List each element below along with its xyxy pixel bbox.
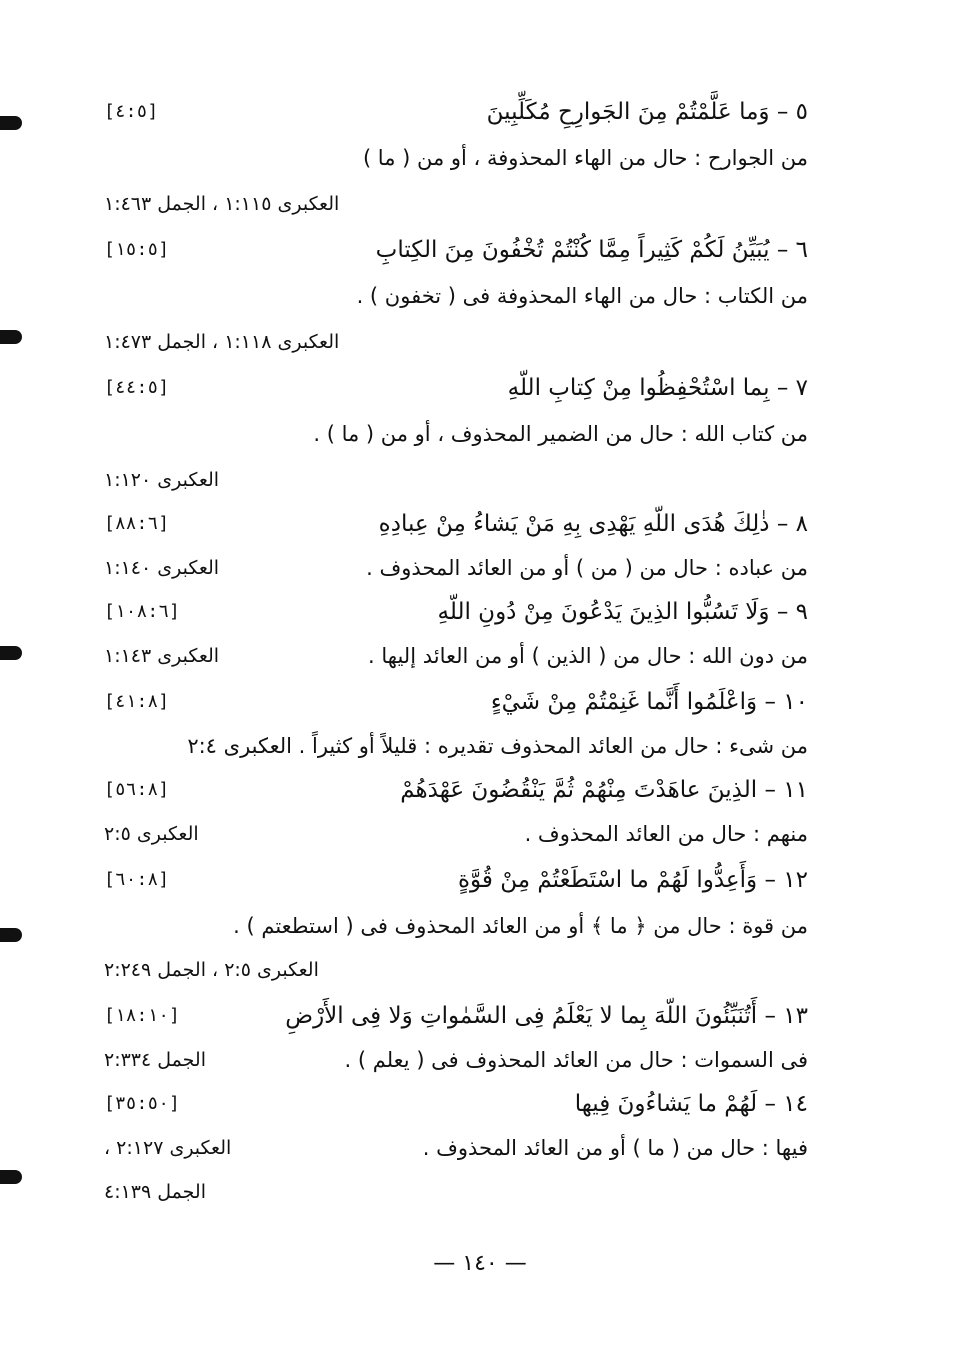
verse-text: ٨ – ذٰلِكَ هُدَى اللّهِ يَهْدِى بِهِ مَنْ يَشاءُ مِنْ عِبادِهِ [378,511,808,537]
grammar-note [104,1040,808,1080]
verse-reference: [٥٦:٨] [104,779,170,800]
verse-text: ١٠ – وَاعْلَمُوا أَنَّما غَنِمْتُمْ مِنْ شَيْءٍ [490,689,808,715]
note-source: الجمل ٤:١٣٩ [104,1181,206,1203]
source-reference [104,1172,808,1212]
grammar-note [104,1128,808,1168]
verse-text: ٧ – بِما اسْتُحْفِظُوا مِنْ كِتابِ اللّهِ [507,375,808,401]
margin-mark [0,116,22,130]
note-source: العكبرى ١:١١٨ ، الجمل ١:٤٧٣ [104,331,340,353]
note-text: من دون الله : حال من ( الذين ) أو من العائد إليها . [368,644,808,668]
source-reference [104,460,808,500]
grammar-note [104,814,808,854]
note-source: العكبرى ١:١٤٠ [104,557,220,579]
grammar-note [104,636,808,676]
verse-text: ٦ – يُبَيِّنُ لَكُمْ كَثِيراً مِمَّا كُنْتُمْ تُخْفُونَ مِنَ الكِتابِ [375,237,808,263]
verse-line-8 [104,504,808,544]
verse-text: ١٣ – أَتُنَبِّئُونَ اللّهَ بِما لا يَعْلَمُ فِى السَّمٰواتِ وَلا فِى الأَرْضِ [285,1003,808,1029]
note-source: العكبرى ١:١٢٠ [104,469,220,491]
verse-line-5 [104,92,808,132]
verse-line-12 [104,860,808,900]
source-reference [104,184,808,224]
grammar-note [104,138,808,178]
note-source: العكبرى ٢:٥ [104,823,199,845]
margin-mark [0,1170,22,1184]
verse-text: ١١ – الذِينَ عاهَدْتَ مِنْهُمْ ثُمَّ يَنْقُضُونَ عَهْدَهُمْ [400,777,808,803]
note-text: فى السموات : حال من العائد المحذوف فى ( يعلم ) . [344,1048,808,1072]
verse-line-13 [104,996,808,1036]
verse-reference: [١٠٨:٦] [104,601,180,622]
note-source: العكبرى ١:١٤٣ [104,645,220,667]
verse-reference: [٤:٥] [104,101,159,122]
note-text: من كتاب الله : حال من الضمير المحذوف ، أو من ( ما ) . [313,422,808,446]
verse-line-6 [104,230,808,270]
verse-text: ١٢ – وَأَعِدُّوا لَهُمْ ما اسْتَطَعْتُمْ مِنْ قُوَّةٍ [458,867,808,893]
note-source: الجمل ٢:٣٣٤ [104,1049,206,1071]
grammar-note [104,414,808,454]
verse-text: ٩ – وَلَا تَسُبُّوا الذِينَ يَدْعُونَ مِنْ دُونِ اللّهِ [437,599,808,625]
verse-line-7 [104,368,808,408]
source-reference [104,322,808,362]
note-text: من الجوارح : حال من الهاء المحذوفة ، أو من ( ما ) [362,146,808,170]
note-text: منهم : حال من العائد المحذوف . [524,822,808,846]
grammar-note [104,276,808,316]
note-text: من عباده : حال من ( من ) أو من العائد المحذوف . [366,556,808,580]
verse-reference: [١٥:٥] [104,239,170,260]
verse-line-10 [104,682,808,722]
verse-reference: [٤٤:٥] [104,377,170,398]
note-text: من الكتاب : حال من الهاء المحذوفة فى ( تخفون ) . [356,284,808,308]
verse-line-11 [104,770,808,810]
verse-reference: [٨٨:٦] [104,513,170,534]
verse-text: ٥ – وَما عَلَّمْتُمْ مِنَ الجَوارِحِ مُكَلِّبِينَ [486,99,808,125]
note-source: العكبرى ٢:١٢٧ ، [104,1137,232,1159]
note-source: العكبرى ٢:٥ ، الجمل ٢:٢٤٩ [104,959,319,981]
verse-reference: [٦٠:٨] [104,869,170,890]
margin-mark [0,928,22,942]
grammar-note [104,726,808,766]
page-number: — ١٤٠ — [433,1251,527,1276]
note-text: فيها : حال من ( ما ) أو من العائد المحذوف . [422,1136,808,1160]
verse-reference: [٣٥:٥٠] [104,1093,180,1114]
margin-mark [0,330,22,344]
verse-reference: [٤١:٨] [104,691,170,712]
verse-line-9 [104,592,808,632]
verse-line-14 [104,1084,808,1124]
note-source: العكبرى ١:١١٥ ، الجمل ١:٤٦٣ [104,193,340,215]
margin-mark [0,646,22,660]
verse-reference: [١٨:١٠] [104,1005,180,1026]
grammar-note [104,548,808,588]
source-reference [104,950,808,990]
note-text: من قوة : حال من ﴿ ما ﴾ أو من العائد المحذوف فى ( استطعتم ) . [233,914,808,938]
verse-text: ١٤ – لَهُمْ ما يَشاءُونَ فِيها [574,1091,808,1117]
grammar-note [104,906,808,946]
note-text: من شىء : حال من العائد المحذوف تقديره : قليلاً أو كثيراً . العكبرى ٢:٤ [187,734,808,758]
